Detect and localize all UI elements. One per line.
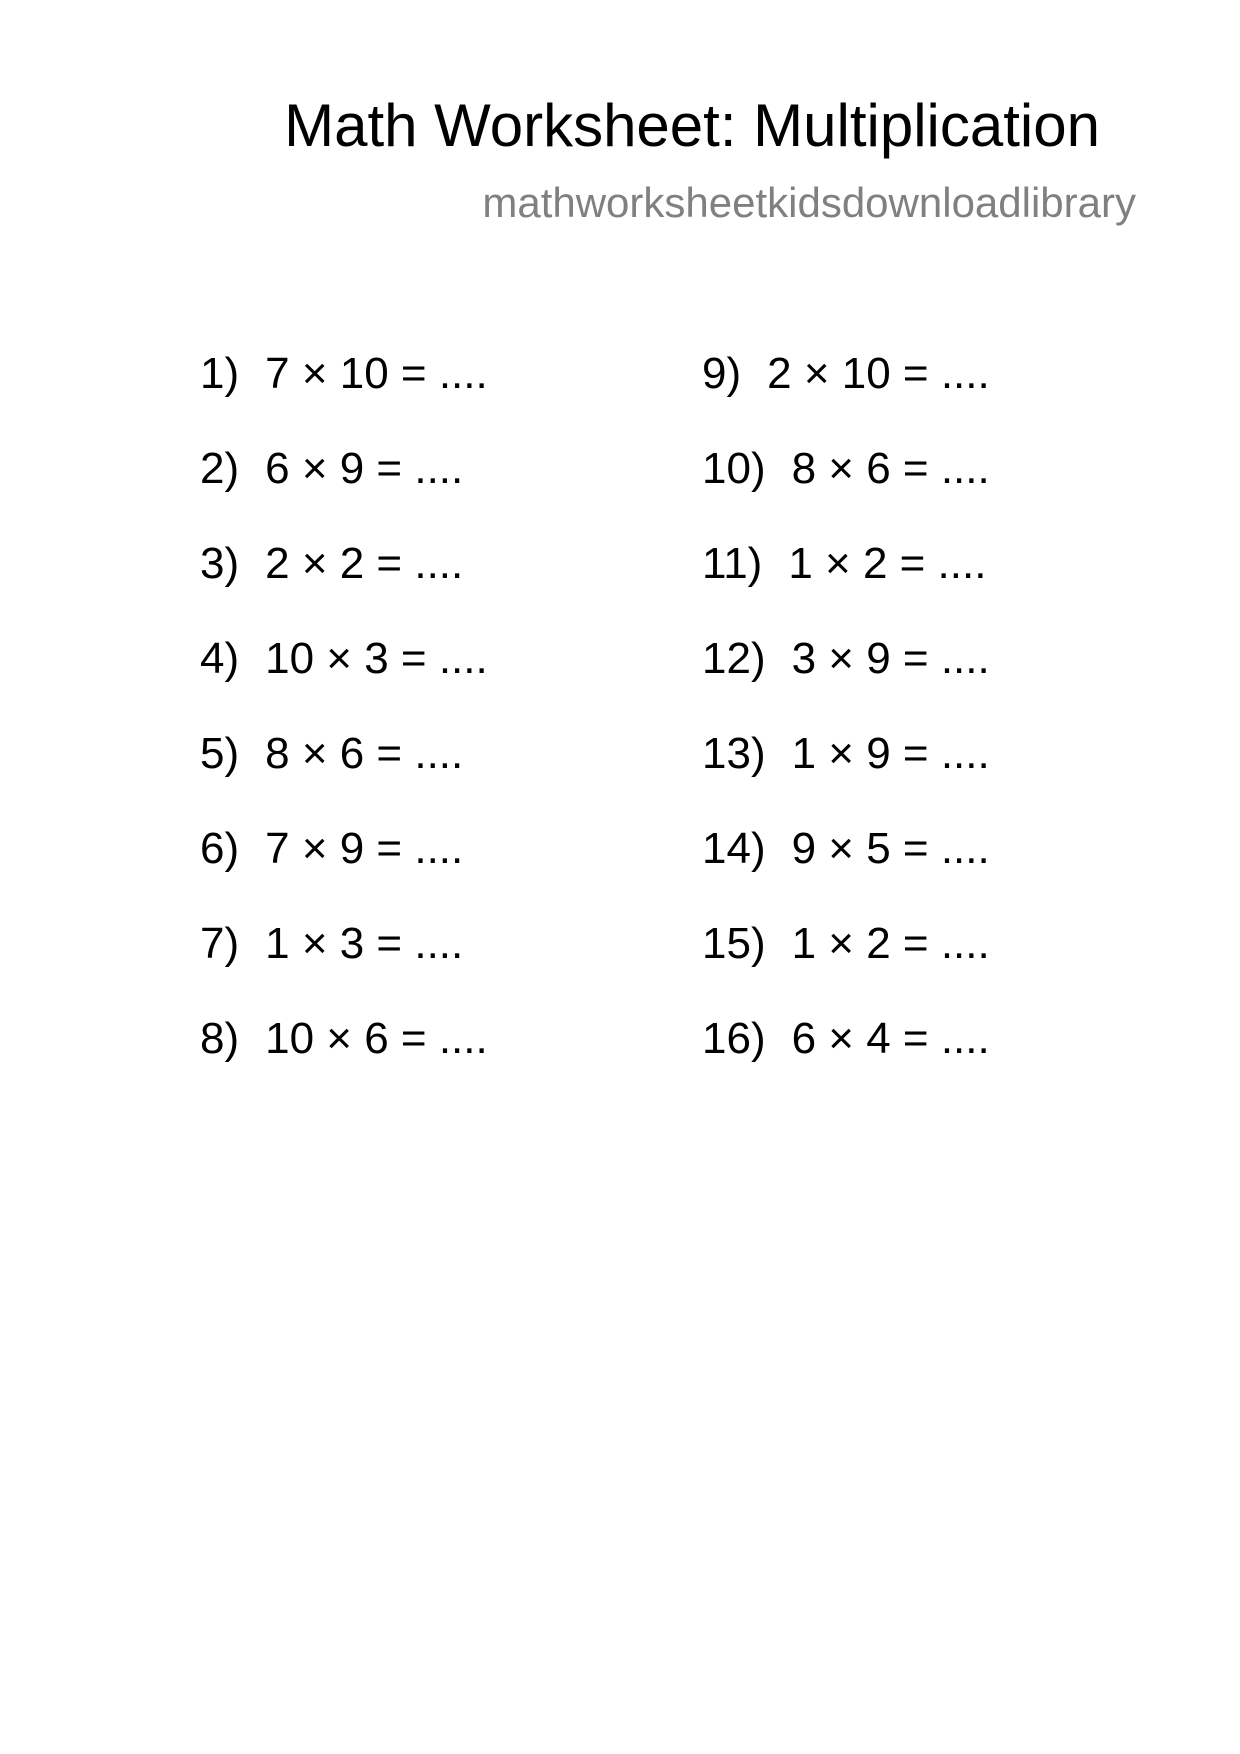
problem-number: 1) (200, 349, 240, 398)
worksheet-header (284, 92, 1136, 226)
problem-item (702, 919, 990, 1017)
page-title: Math Worksheet: Multiplication (284, 92, 1100, 159)
problem-expression: 8 × 6 = .... (265, 729, 464, 778)
problem-expression: 6 × 4 = .... (791, 1014, 990, 1063)
page-subtitle: mathworksheetkidsdownloadlibrary (482, 179, 1136, 226)
problem-item (200, 539, 488, 637)
problem-number: 3) (200, 539, 240, 588)
problem-expression: 9 × 5 = .... (791, 824, 990, 873)
problem-number: 8) (200, 1014, 240, 1063)
problem-item (702, 349, 990, 447)
problem-number: 2) (200, 444, 240, 493)
problem-expression: 2 × 2 = .... (265, 539, 464, 588)
problem-item (702, 444, 990, 542)
problem-expression: 6 × 9 = .... (265, 444, 464, 493)
problem-item (200, 919, 488, 1017)
problem-expression: 1 × 2 = .... (791, 919, 990, 968)
problem-expression: 3 × 9 = .... (791, 634, 990, 683)
problem-expression: 1 × 3 = .... (265, 919, 464, 968)
problem-number: 15) (702, 919, 766, 968)
problem-expression: 1 × 2 = .... (788, 539, 987, 588)
problem-expression: 10 × 6 = .... (265, 1014, 488, 1063)
problem-number: 13) (702, 729, 766, 778)
problem-expression: 2 × 10 = .... (767, 349, 990, 398)
problem-number: 12) (702, 634, 766, 683)
problem-expression: 8 × 6 = .... (791, 444, 990, 493)
problem-column-left (200, 349, 488, 1112)
problem-number: 10) (702, 444, 766, 493)
problem-expression: 10 × 3 = .... (265, 634, 488, 683)
problem-number: 16) (702, 1014, 766, 1063)
problem-item (200, 444, 488, 542)
problem-item (702, 1014, 990, 1112)
problem-number: 11) (702, 539, 763, 588)
problem-list (200, 349, 1100, 1112)
problem-item (702, 539, 990, 637)
problem-item (702, 729, 990, 827)
problem-item (200, 634, 488, 732)
problem-number: 14) (702, 824, 766, 873)
problem-number: 7) (200, 919, 240, 968)
problem-column-right (702, 349, 990, 1112)
problem-item (200, 1014, 488, 1112)
problem-item (200, 729, 488, 827)
problem-item (702, 824, 990, 922)
problem-expression: 1 × 9 = .... (791, 729, 990, 778)
problem-number: 4) (200, 634, 240, 683)
problem-expression: 7 × 10 = .... (265, 349, 488, 398)
problem-item (200, 824, 488, 922)
problem-number: 9) (702, 349, 742, 398)
problem-number: 5) (200, 729, 240, 778)
problem-expression: 7 × 9 = .... (265, 824, 464, 873)
problem-item (702, 634, 990, 732)
problem-number: 6) (200, 824, 240, 873)
problem-item (200, 349, 488, 447)
